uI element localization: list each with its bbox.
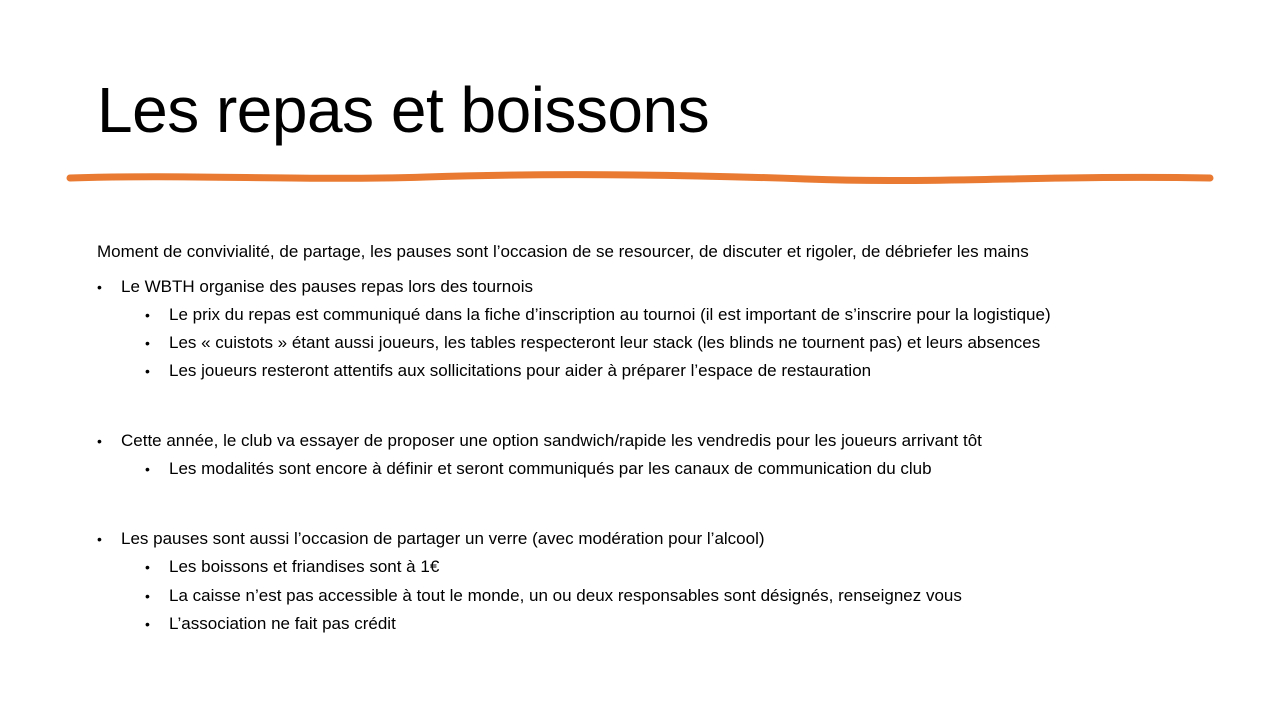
bullet-marker: • — [145, 307, 150, 323]
bullet-marker: • — [145, 461, 150, 477]
bullet-marker: • — [145, 588, 150, 604]
bullet-text: Le WBTH organise des pauses repas lors des tournois — [121, 277, 533, 296]
bullet-marker: • — [145, 363, 150, 379]
bullet-marker: • — [145, 559, 150, 575]
sub-bullet-text: Les modalités sont encore à définir et seront communiqués par les canaux de communication du club — [169, 459, 932, 478]
sub-bullet-text: Le prix du repas est communiqué dans la fiche d’inscription au tournoi (il est important de s’inscrire pour la logistique) — [169, 305, 1051, 324]
underline-stroke — [70, 175, 1210, 181]
sub-bullet-text: L’association ne fait pas crédit — [169, 614, 396, 633]
sub-bullet-text: Les boissons et friandises sont à 1€ — [169, 557, 440, 576]
intro-text: Moment de convivialité, de partage, les pauses sont l’occasion de se resourcer, de discuter et rigoler, de débriefer les mains — [97, 242, 1029, 261]
sub-bullet-text: Les « cuistots » étant aussi joueurs, les tables respecteront leur stack (les blinds ne tournent pas) et leurs absences — [169, 333, 1041, 352]
bullet-text: Les pauses sont aussi l’occasion de partager un verre (avec modération pour l’alcool) — [121, 529, 765, 548]
bullet-marker: • — [97, 279, 102, 295]
bullet-marker: • — [97, 433, 102, 449]
slide-title: Les repas et boissons — [97, 74, 710, 146]
title-underline — [66, 168, 1214, 188]
sub-bullet-text: La caisse n’est pas accessible à tout le monde, un ou deux responsables sont désignés, renseignez vous — [169, 586, 962, 605]
bullet-marker: • — [145, 335, 150, 351]
sub-bullet-text: Les joueurs resteront attentifs aux sollicitations pour aider à préparer l’espace de restauration — [169, 361, 872, 380]
bullet-marker: • — [145, 616, 150, 632]
bullet-text: Cette année, le club va essayer de proposer une option sandwich/rapide les vendredis pour les joueurs arrivant tôt — [121, 431, 982, 450]
bullet-marker: • — [97, 531, 102, 547]
